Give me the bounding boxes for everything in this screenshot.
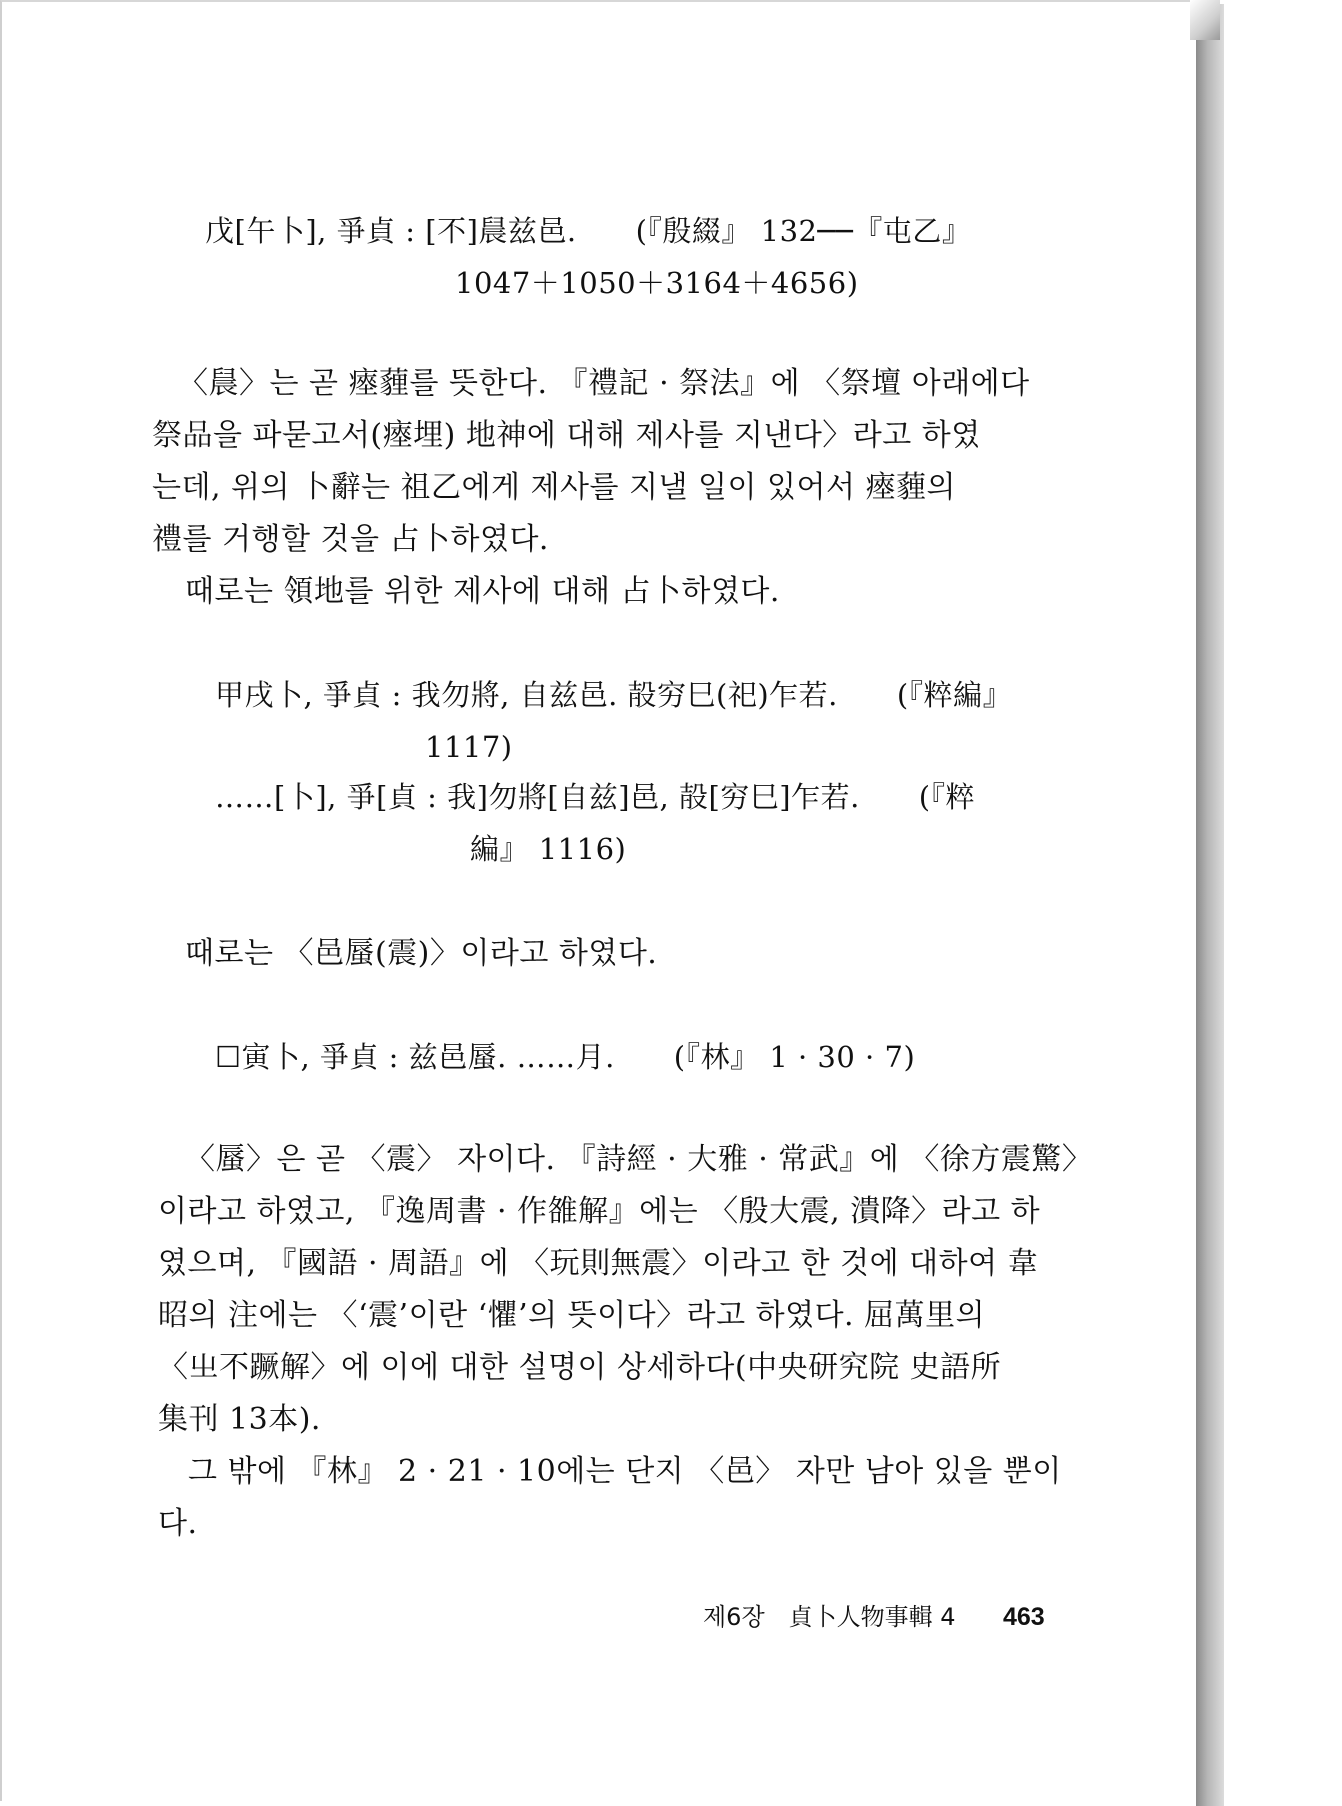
inscription-quote-line: ……[卜], 爭[貞 : 我]勿將[自兹]邑, 㱿[穷巳]乍若. (『粹 — [215, 780, 976, 814]
paragraph-line: 〈䢅〉는 곧 瘞薶를 뜻한다. 『禮記 · 祭法』에 〈祭壇 아래에다 — [178, 366, 1030, 401]
paragraph-line: 이라고 하였고, 『逸周書 · 作雒解』에는 〈殷大震, 潰降〉라고 하 — [158, 1194, 1041, 1229]
paragraph-line: 다. — [158, 1506, 198, 1541]
paragraph-line: 〈蜃〉은 곧 〈震〉 자이다. 『詩經 · 大雅 · 常武』에 〈徐方震驚〉 — [185, 1142, 1093, 1177]
paragraph-line: 때로는 〈邑蜃(震)〉이라고 하였다. — [185, 936, 658, 971]
paragraph-line: 였으며, 『國語 · 周語』에 〈玩則無震〉이라고 한 것에 대하여 韋 — [158, 1246, 1039, 1281]
paragraph-line: 그 밖에 『林』 2 · 21 · 10에는 단지 〈邑〉 자만 남아 있을 뿐이 — [188, 1454, 1062, 1489]
inscription-citation-line: 編』 1116) — [470, 832, 627, 866]
paragraph-line: 禮를 거행할 것을 占卜하였다. — [152, 522, 549, 557]
paragraph-line: 昭의 注에는 〈‘震’이란 ‘懼’의 뜻이다〉라고 하였다. 屈萬里의 — [158, 1298, 986, 1333]
paragraph-line: 集刊 13本). — [158, 1402, 321, 1437]
inscription-citation-line: 1117) — [425, 730, 513, 764]
paragraph-line: 때로는 領地를 위한 제사에 대해 占卜하였다. — [185, 574, 780, 609]
page-number: 463 — [1003, 1603, 1045, 1631]
paragraph-line: 〈㞢不蹶解〉에 이에 대한 설명이 상세하다(中央研究院 史語所 — [158, 1350, 1002, 1385]
inscription-quote-line: 戊[午卜], 爭貞 : [不]䢅兹邑. (『殷綴』 132──『屯乙』 — [205, 214, 972, 248]
paragraph-line: 祭品을 파묻고서(瘞埋) 地神에 대해 제사를 지낸다〉라고 하였 — [152, 418, 981, 453]
inscription-citation-line: 1047＋1050＋3164＋4656) — [455, 266, 859, 300]
inscription-quote-line: 甲戌卜, 爭貞 : 我勿將, 自兹邑. 㱿穷巳(祀)乍若. (『粹編』 — [215, 678, 1013, 712]
inscription-quote-line: ☐寅卜, 爭貞 : 兹邑蜃. ……月. (『林』 1 · 30 · 7) — [215, 1040, 916, 1074]
page-stack-edge — [1196, 4, 1224, 1806]
paragraph-line: 는데, 위의 卜辭는 祖乙에게 제사를 지낼 일이 있어서 瘞薶의 — [152, 470, 956, 505]
running-footer: 제6장 貞卜人物事輯 4 — [703, 1603, 956, 1631]
